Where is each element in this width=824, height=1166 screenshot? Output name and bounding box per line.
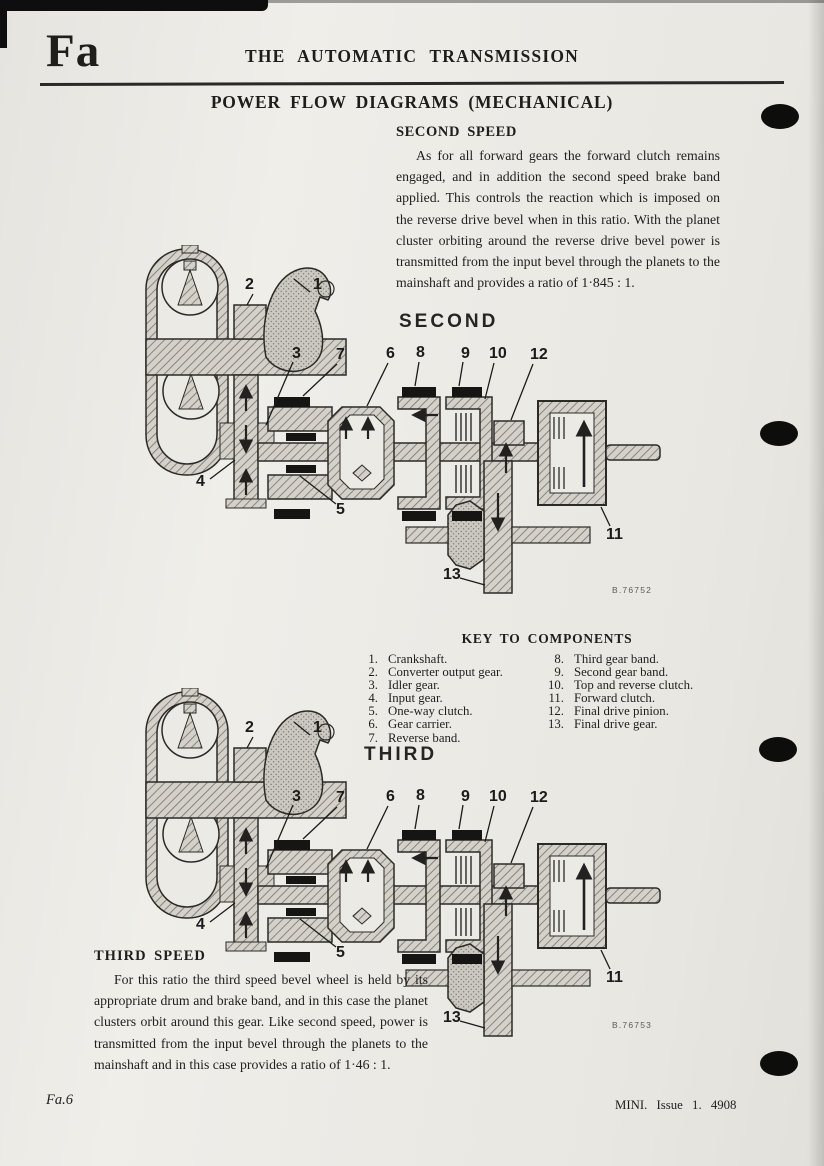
page-title: POWER FLOW DIAGRAMS (MECHANICAL) <box>210 92 614 112</box>
callout-2: 2 <box>245 719 254 736</box>
key-item: 3. Idler gear. <box>368 678 440 693</box>
section-code: Fa <box>46 25 101 77</box>
key-item: 1. Crankshaft. <box>368 652 448 666</box>
callout-1: 1 <box>313 719 322 736</box>
punch-hole <box>760 421 798 446</box>
second-speed-body: As for all forward gears the forward clutch remains engaged, and in addition the second speed brake band applied. This controls the reaction which is imposed on the reverse drive bevel when in this ratio. With the planet cluster orbiting around the reverse drive bevel power is transmitted from the input bevel through the planets to the mainshaft and provides a ratio of 1·845 : 1. <box>396 148 720 291</box>
callout-5: 5 <box>336 944 345 961</box>
second-diagram <box>140 245 700 605</box>
third-speed-section <box>94 948 428 1075</box>
key-item: 5. One-way clutch. <box>368 704 473 719</box>
second-speed-heading: SECOND SPEED <box>396 124 517 140</box>
callout-3: 3 <box>292 788 301 805</box>
callout-11: 11 <box>606 969 623 986</box>
callout-10: 10 <box>489 788 507 805</box>
callout-9: 9 <box>461 345 470 362</box>
footer-page-number: Fa.6 <box>46 1092 73 1108</box>
callout-3: 3 <box>292 345 301 362</box>
transmission-artwork <box>146 245 660 593</box>
callout-11: 11 <box>606 526 623 543</box>
scan-edge-left <box>0 0 7 48</box>
header-title: THE AUTOMATIC TRANSMISSION <box>244 46 580 66</box>
key-item: 4. Input gear. <box>368 691 443 706</box>
callout-4: 4 <box>196 916 205 933</box>
third-speed-body: For this ratio the third speed bevel wheel is held by its appropriate drum and brake band, and in this case the planet clusters orbit around this gear. Like second speed, power is transmitted from the input bevel through the planets to the mainshaft and in this case provides a ratio of 1·46 : 1. <box>94 972 428 1072</box>
callout-12: 12 <box>530 789 548 806</box>
footer-issue: MINI. Issue 1. 4908 <box>615 1098 737 1112</box>
punch-hole <box>760 1051 798 1076</box>
key-item: 12. Final drive pinion. <box>548 704 669 719</box>
callout-10: 10 <box>489 345 507 362</box>
second-diagram-title: SECOND <box>399 311 499 332</box>
callout-8: 8 <box>416 787 425 804</box>
key-item: 9. Second gear band. <box>554 665 669 680</box>
figure-ref: B.76752 <box>612 585 653 595</box>
callout-5: 5 <box>336 501 345 518</box>
key-item: 8. Third gear band. <box>554 652 659 666</box>
callout-7: 7 <box>336 789 345 806</box>
callout-13: 13 <box>443 566 461 583</box>
callout-2: 2 <box>245 276 254 293</box>
key-item: 2. Converter output gear. <box>368 665 503 680</box>
callout-4: 4 <box>196 473 205 490</box>
punch-hole <box>759 737 797 762</box>
third-diagram-title: THIRD <box>364 744 438 765</box>
scan-edge-top <box>0 0 268 11</box>
key-item: 6. Gear carrier. <box>368 717 452 732</box>
key-heading: KEY TO COMPONENTS <box>461 631 633 646</box>
callout-6: 6 <box>386 788 395 805</box>
header-rule <box>40 81 784 85</box>
callout-6: 6 <box>386 345 395 362</box>
callout-1: 1 <box>313 276 322 293</box>
callout-7: 7 <box>336 346 345 363</box>
key-item: 11. Forward clutch. <box>548 691 656 706</box>
figure-ref: B.76753 <box>612 1020 653 1030</box>
key-item: 13. Final drive gear. <box>548 717 658 732</box>
callout-9: 9 <box>461 788 470 805</box>
callout-12: 12 <box>530 346 548 363</box>
callout-13: 13 <box>443 1009 461 1026</box>
callout-8: 8 <box>416 344 425 361</box>
third-speed-heading: THIRD SPEED <box>94 948 206 964</box>
scan-edge-right <box>808 0 824 1166</box>
key-item: 7. Reverse band. <box>368 730 461 745</box>
key-item: 10. Top and reverse clutch. <box>548 678 694 693</box>
